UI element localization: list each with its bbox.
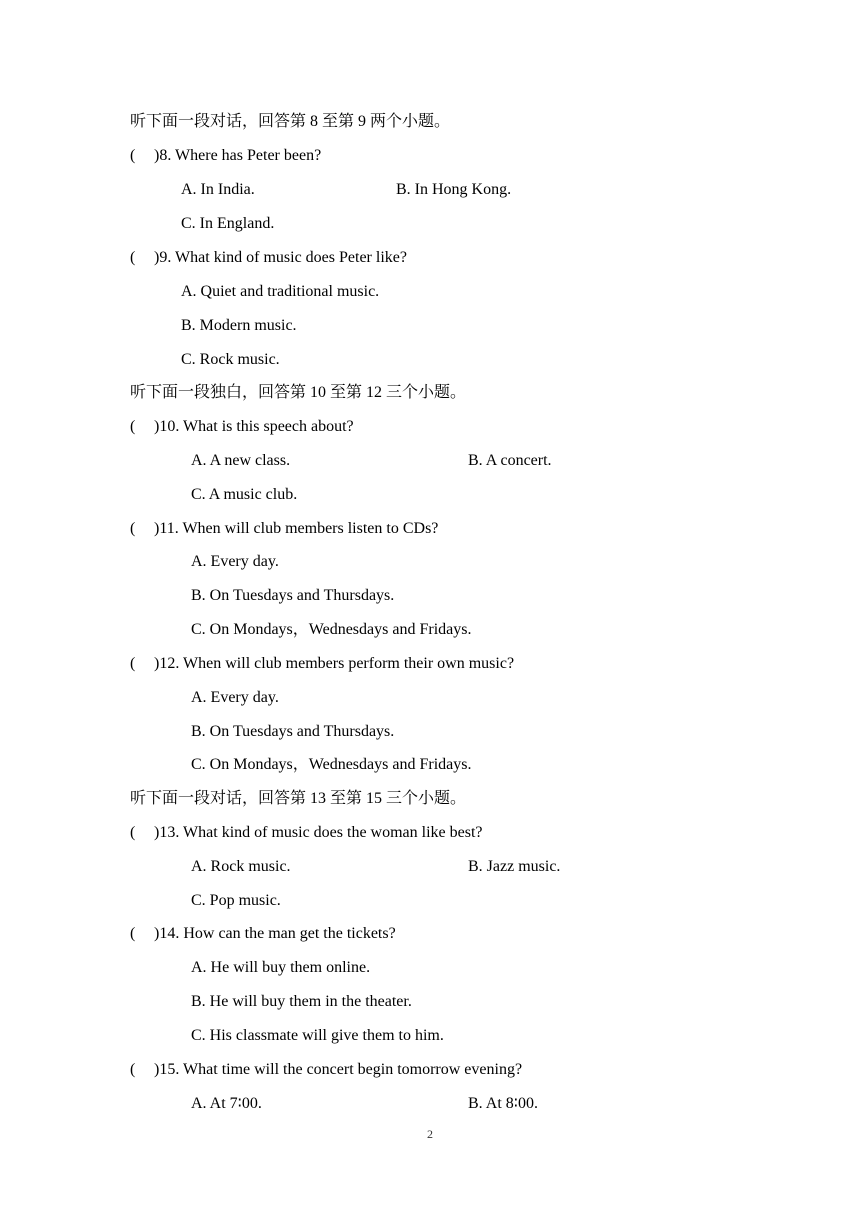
question-13: ( )13. What kind of music does the woman like best?	[130, 824, 483, 841]
option-a: A. In India.	[181, 181, 255, 198]
answer-blank[interactable]: (	[130, 1061, 136, 1078]
page-number: 2	[427, 1127, 433, 1141]
question-11: ( )11. When will club members listen to CDs?	[130, 520, 439, 537]
option-b: B. On Tuesdays and Thursdays.	[191, 587, 395, 604]
section-instruction: 听下面一段对话，回答第 8 至第 9 两个小题。	[130, 113, 451, 130]
answer-blank[interactable]: (	[130, 520, 136, 537]
option-a: A. Every day.	[191, 689, 279, 706]
answer-blank[interactable]: (	[130, 824, 136, 841]
option-a: A. Quiet and traditional music.	[181, 283, 380, 300]
answer-blank[interactable]: (	[130, 147, 136, 164]
option-a: A. He will buy them online.	[191, 959, 371, 976]
option-b: B. On Tuesdays and Thursdays.	[191, 723, 395, 740]
option-b: B. He will buy them in the theater.	[191, 993, 412, 1010]
option-c: C. Pop music.	[191, 892, 281, 909]
option-b: B. Jazz music.	[468, 858, 561, 875]
option-c: C. A music club.	[191, 486, 298, 503]
question-12: ( )12. When will club members perform their own music?	[130, 655, 515, 672]
option-c: C. On Mondays，Wednesdays and Fridays.	[191, 621, 472, 638]
option-c: C. Rock music.	[181, 351, 280, 368]
option-b: B. In Hong Kong.	[396, 181, 512, 198]
question-14: ( )14. How can the man get the tickets?	[130, 925, 396, 942]
answer-blank[interactable]: (	[130, 418, 136, 435]
question-10: ( )10. What is this speech about?	[130, 418, 354, 435]
option-c: C. On Mondays，Wednesdays and Fridays.	[191, 756, 472, 773]
option-a: A. At 7∶00.	[191, 1095, 262, 1112]
option-a: A. A new class.	[191, 452, 291, 469]
question-15: ( )15. What time will the concert begin tomorrow evening?	[130, 1061, 523, 1078]
option-c: C. In England.	[181, 215, 275, 232]
answer-blank[interactable]: (	[130, 925, 136, 942]
section-instruction: 听下面一段对话，回答第 13 至第 15 三个小题。	[130, 790, 467, 807]
option-b: B. Modern music.	[181, 317, 297, 334]
question-9: ( )9. What kind of music does Peter like?	[130, 249, 407, 266]
option-a: A. Every day.	[191, 553, 279, 570]
question-8: ( )8. Where has Peter been?	[130, 147, 322, 164]
option-c: C. His classmate will give them to him.	[191, 1027, 444, 1044]
answer-blank[interactable]: (	[130, 249, 136, 266]
option-b: B. A concert.	[468, 452, 552, 469]
answer-blank[interactable]: (	[130, 655, 136, 672]
section-instruction: 听下面一段独白，回答第 10 至第 12 三个小题。	[130, 384, 467, 401]
option-b: B. At 8∶00.	[468, 1095, 538, 1112]
option-a: A. Rock music.	[191, 858, 291, 875]
